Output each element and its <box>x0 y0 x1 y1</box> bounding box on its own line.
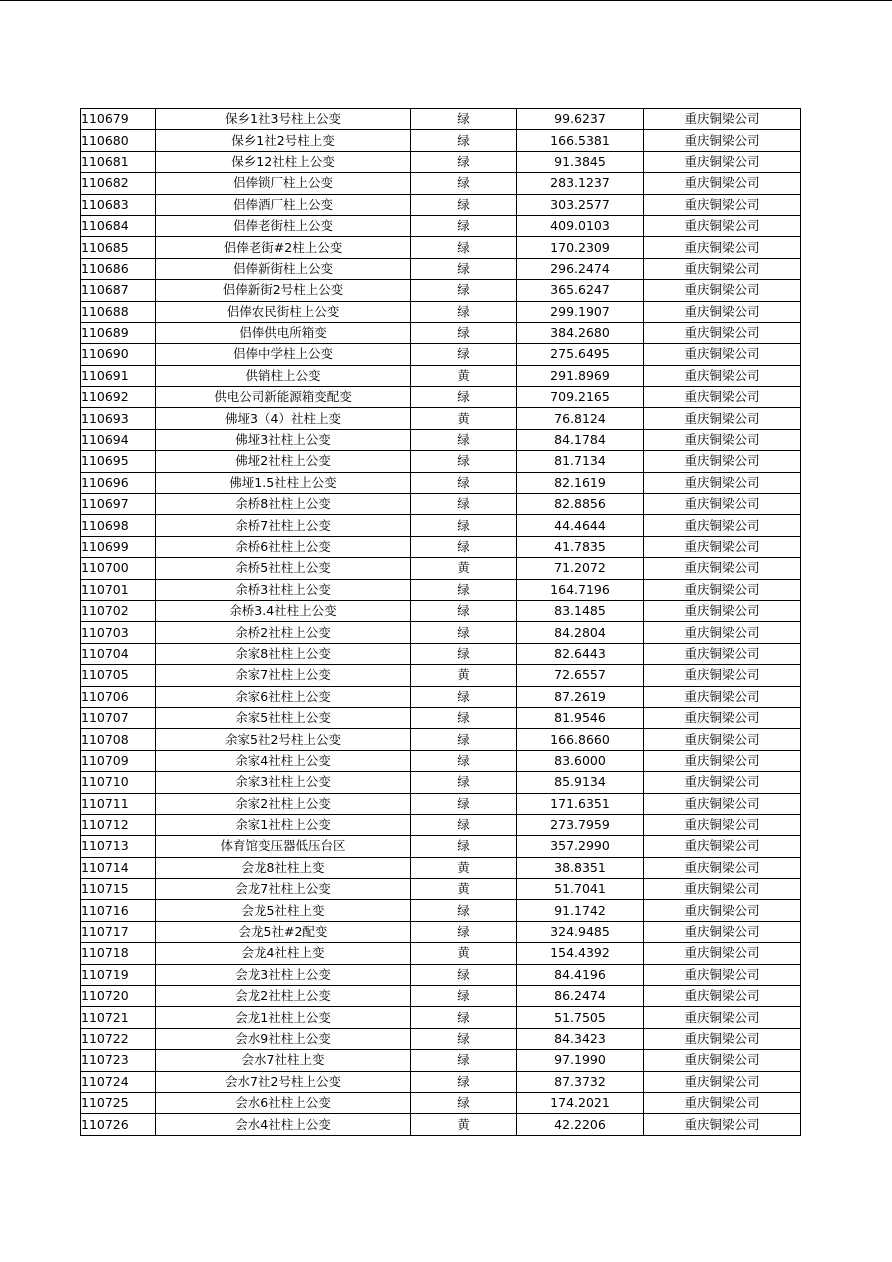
cell-name: 余家4社柱上公变 <box>156 750 411 771</box>
cell-id: 110685 <box>81 237 156 258</box>
table-row <box>81 964 801 985</box>
cell-id: 110706 <box>81 686 156 707</box>
cell-status-color: 黄 <box>411 558 517 579</box>
table-row <box>81 665 801 686</box>
cell-value: 81.7134 <box>517 451 644 472</box>
cell-company: 重庆铜梁公司 <box>644 707 801 728</box>
cell-value: 99.6237 <box>517 109 644 130</box>
table-row <box>81 408 801 429</box>
cell-name: 佛垭3（4）社柱上变 <box>156 408 411 429</box>
cell-company: 重庆铜梁公司 <box>644 772 801 793</box>
table-row <box>81 1028 801 1049</box>
cell-status-color: 绿 <box>411 237 517 258</box>
table-row <box>81 900 801 921</box>
cell-name: 供销柱上公变 <box>156 365 411 386</box>
table-row <box>81 943 801 964</box>
cell-name: 余家1社柱上公变 <box>156 814 411 835</box>
cell-name: 侣俸锁厂柱上公变 <box>156 173 411 194</box>
cell-id: 110705 <box>81 665 156 686</box>
cell-name: 会水9社柱上公变 <box>156 1028 411 1049</box>
cell-id: 110679 <box>81 109 156 130</box>
cell-id: 110681 <box>81 151 156 172</box>
cell-id: 110698 <box>81 515 156 536</box>
cell-status-color: 绿 <box>411 472 517 493</box>
cell-company: 重庆铜梁公司 <box>644 322 801 343</box>
cell-company: 重庆铜梁公司 <box>644 215 801 236</box>
cell-value: 84.4196 <box>517 964 644 985</box>
table-row <box>81 750 801 771</box>
cell-company: 重庆铜梁公司 <box>644 622 801 643</box>
cell-company: 重庆铜梁公司 <box>644 408 801 429</box>
cell-id: 110707 <box>81 707 156 728</box>
cell-name: 余家7社柱上公变 <box>156 665 411 686</box>
cell-name: 余家5社2号柱上公变 <box>156 729 411 750</box>
cell-value: 51.7041 <box>517 879 644 900</box>
table-row <box>81 857 801 878</box>
cell-status-color: 绿 <box>411 215 517 236</box>
table-body <box>81 109 801 1136</box>
cell-name: 会龙3社柱上公变 <box>156 964 411 985</box>
cell-status-color: 绿 <box>411 921 517 942</box>
cell-name: 余桥6社柱上公变 <box>156 536 411 557</box>
cell-company: 重庆铜梁公司 <box>644 130 801 151</box>
table-row <box>81 1092 801 1113</box>
cell-status-color: 绿 <box>411 109 517 130</box>
cell-value: 85.9134 <box>517 772 644 793</box>
page-top-rule <box>0 0 892 1</box>
table-row <box>81 109 801 130</box>
cell-company: 重庆铜梁公司 <box>644 429 801 450</box>
cell-status-color: 绿 <box>411 750 517 771</box>
cell-value: 91.1742 <box>517 900 644 921</box>
cell-id: 110704 <box>81 643 156 664</box>
table-row <box>81 729 801 750</box>
cell-name: 余家3社柱上公变 <box>156 772 411 793</box>
cell-value: 154.4392 <box>517 943 644 964</box>
cell-company: 重庆铜梁公司 <box>644 515 801 536</box>
cell-company: 重庆铜梁公司 <box>644 365 801 386</box>
cell-status-color: 绿 <box>411 622 517 643</box>
cell-company: 重庆铜梁公司 <box>644 729 801 750</box>
table-row <box>81 258 801 279</box>
table-row <box>81 879 801 900</box>
cell-id: 110709 <box>81 750 156 771</box>
cell-value: 84.1784 <box>517 429 644 450</box>
cell-name: 侣俸老街柱上公变 <box>156 215 411 236</box>
cell-company: 重庆铜梁公司 <box>644 237 801 258</box>
cell-name: 保乡12社柱上公变 <box>156 151 411 172</box>
table-row <box>81 472 801 493</box>
cell-name: 余桥5社柱上公变 <box>156 558 411 579</box>
cell-value: 38.8351 <box>517 857 644 878</box>
cell-name: 余家2社柱上公变 <box>156 793 411 814</box>
cell-company: 重庆铜梁公司 <box>644 921 801 942</box>
table-row <box>81 130 801 151</box>
table-row <box>81 643 801 664</box>
cell-company: 重庆铜梁公司 <box>644 344 801 365</box>
cell-value: 365.6247 <box>517 280 644 301</box>
cell-id: 110712 <box>81 814 156 835</box>
cell-value: 87.2619 <box>517 686 644 707</box>
cell-status-color: 绿 <box>411 1028 517 1049</box>
cell-company: 重庆铜梁公司 <box>644 1050 801 1071</box>
cell-status-color: 绿 <box>411 707 517 728</box>
cell-value: 174.2021 <box>517 1092 644 1113</box>
table-row <box>81 686 801 707</box>
cell-company: 重庆铜梁公司 <box>644 1071 801 1092</box>
table-row <box>81 344 801 365</box>
table-row <box>81 536 801 557</box>
cell-company: 重庆铜梁公司 <box>644 814 801 835</box>
cell-company: 重庆铜梁公司 <box>644 986 801 1007</box>
cell-id: 110693 <box>81 408 156 429</box>
table-row <box>81 387 801 408</box>
cell-status-color: 绿 <box>411 600 517 621</box>
cell-company: 重庆铜梁公司 <box>644 194 801 215</box>
table-row <box>81 1007 801 1028</box>
cell-company: 重庆铜梁公司 <box>644 494 801 515</box>
cell-name: 侣俸农民街柱上公变 <box>156 301 411 322</box>
cell-company: 重庆铜梁公司 <box>644 472 801 493</box>
cell-status-color: 绿 <box>411 1071 517 1092</box>
cell-company: 重庆铜梁公司 <box>644 857 801 878</box>
cell-id: 110686 <box>81 258 156 279</box>
cell-id: 110725 <box>81 1092 156 1113</box>
cell-value: 42.2206 <box>517 1114 644 1135</box>
cell-company: 重庆铜梁公司 <box>644 879 801 900</box>
cell-id: 110721 <box>81 1007 156 1028</box>
cell-id: 110689 <box>81 322 156 343</box>
cell-name: 余桥3社柱上公变 <box>156 579 411 600</box>
cell-company: 重庆铜梁公司 <box>644 1092 801 1113</box>
cell-name: 余家6社柱上公变 <box>156 686 411 707</box>
cell-company: 重庆铜梁公司 <box>644 793 801 814</box>
cell-status-color: 绿 <box>411 686 517 707</box>
cell-id: 110722 <box>81 1028 156 1049</box>
cell-name: 保乡1社2号柱上变 <box>156 130 411 151</box>
cell-id: 110714 <box>81 857 156 878</box>
cell-id: 110701 <box>81 579 156 600</box>
table-row <box>81 151 801 172</box>
cell-value: 91.3845 <box>517 151 644 172</box>
cell-id: 110690 <box>81 344 156 365</box>
cell-value: 273.7959 <box>517 814 644 835</box>
cell-id: 110723 <box>81 1050 156 1071</box>
cell-status-color: 黄 <box>411 943 517 964</box>
cell-company: 重庆铜梁公司 <box>644 600 801 621</box>
cell-status-color: 绿 <box>411 515 517 536</box>
cell-value: 409.0103 <box>517 215 644 236</box>
transformer-table <box>80 108 801 1136</box>
cell-status-color: 绿 <box>411 729 517 750</box>
cell-id: 110683 <box>81 194 156 215</box>
cell-status-color: 绿 <box>411 301 517 322</box>
cell-id: 110716 <box>81 900 156 921</box>
cell-name: 佛垭1.5社柱上公变 <box>156 472 411 493</box>
cell-id: 110720 <box>81 986 156 1007</box>
cell-id: 110711 <box>81 793 156 814</box>
cell-status-color: 绿 <box>411 429 517 450</box>
cell-company: 重庆铜梁公司 <box>644 665 801 686</box>
cell-status-color: 黄 <box>411 1114 517 1135</box>
cell-id: 110713 <box>81 836 156 857</box>
cell-value: 87.3732 <box>517 1071 644 1092</box>
table-row <box>81 772 801 793</box>
cell-name: 余桥2社柱上公变 <box>156 622 411 643</box>
cell-value: 72.6557 <box>517 665 644 686</box>
cell-name: 余桥7社柱上公变 <box>156 515 411 536</box>
cell-id: 110717 <box>81 921 156 942</box>
table-row <box>81 1114 801 1135</box>
table-row <box>81 429 801 450</box>
cell-status-color: 绿 <box>411 1007 517 1028</box>
cell-value: 83.1485 <box>517 600 644 621</box>
table-row <box>81 986 801 1007</box>
cell-name: 会龙7社柱上公变 <box>156 879 411 900</box>
cell-company: 重庆铜梁公司 <box>644 536 801 557</box>
cell-value: 166.5381 <box>517 130 644 151</box>
cell-value: 384.2680 <box>517 322 644 343</box>
cell-status-color: 绿 <box>411 964 517 985</box>
cell-id: 110695 <box>81 451 156 472</box>
cell-status-color: 绿 <box>411 322 517 343</box>
cell-name: 余桥8社柱上公变 <box>156 494 411 515</box>
cell-id: 110699 <box>81 536 156 557</box>
cell-name: 会水7社2号柱上公变 <box>156 1071 411 1092</box>
cell-value: 283.1237 <box>517 173 644 194</box>
cell-id: 110718 <box>81 943 156 964</box>
cell-name: 会水6社柱上公变 <box>156 1092 411 1113</box>
table-row <box>81 558 801 579</box>
cell-status-color: 绿 <box>411 579 517 600</box>
cell-value: 51.7505 <box>517 1007 644 1028</box>
cell-status-color: 绿 <box>411 173 517 194</box>
cell-company: 重庆铜梁公司 <box>644 280 801 301</box>
cell-value: 82.1619 <box>517 472 644 493</box>
cell-name: 侣俸中学柱上公变 <box>156 344 411 365</box>
table-row <box>81 301 801 322</box>
cell-name: 侣俸老街#2柱上公变 <box>156 237 411 258</box>
cell-company: 重庆铜梁公司 <box>644 1007 801 1028</box>
table-row <box>81 622 801 643</box>
cell-value: 81.9546 <box>517 707 644 728</box>
cell-company: 重庆铜梁公司 <box>644 1114 801 1135</box>
cell-id: 110715 <box>81 879 156 900</box>
cell-company: 重庆铜梁公司 <box>644 1028 801 1049</box>
cell-value: 296.2474 <box>517 258 644 279</box>
cell-company: 重庆铜梁公司 <box>644 258 801 279</box>
cell-name: 佛垭2社柱上公变 <box>156 451 411 472</box>
cell-value: 82.8856 <box>517 494 644 515</box>
cell-status-color: 绿 <box>411 151 517 172</box>
cell-company: 重庆铜梁公司 <box>644 173 801 194</box>
cell-value: 82.6443 <box>517 643 644 664</box>
cell-company: 重庆铜梁公司 <box>644 900 801 921</box>
cell-company: 重庆铜梁公司 <box>644 643 801 664</box>
cell-id: 110680 <box>81 130 156 151</box>
cell-status-color: 绿 <box>411 814 517 835</box>
table-row <box>81 365 801 386</box>
cell-name: 会龙5社柱上变 <box>156 900 411 921</box>
cell-id: 110696 <box>81 472 156 493</box>
cell-value: 164.7196 <box>517 579 644 600</box>
cell-status-color: 绿 <box>411 1092 517 1113</box>
cell-company: 重庆铜梁公司 <box>644 750 801 771</box>
cell-id: 110684 <box>81 215 156 236</box>
cell-id: 110697 <box>81 494 156 515</box>
table-row <box>81 215 801 236</box>
cell-company: 重庆铜梁公司 <box>644 964 801 985</box>
cell-id: 110692 <box>81 387 156 408</box>
cell-value: 303.2577 <box>517 194 644 215</box>
cell-value: 44.4644 <box>517 515 644 536</box>
table-row <box>81 600 801 621</box>
cell-company: 重庆铜梁公司 <box>644 451 801 472</box>
cell-company: 重庆铜梁公司 <box>644 301 801 322</box>
cell-status-color: 绿 <box>411 643 517 664</box>
table-row <box>81 451 801 472</box>
cell-id: 110708 <box>81 729 156 750</box>
cell-name: 余桥3.4社柱上公变 <box>156 600 411 621</box>
table-row <box>81 194 801 215</box>
cell-name: 侣俸新街柱上公变 <box>156 258 411 279</box>
cell-name: 佛垭3社柱上公变 <box>156 429 411 450</box>
cell-value: 83.6000 <box>517 750 644 771</box>
cell-id: 110702 <box>81 600 156 621</box>
cell-company: 重庆铜梁公司 <box>644 943 801 964</box>
cell-name: 侣俸新街2号柱上公变 <box>156 280 411 301</box>
cell-id: 110691 <box>81 365 156 386</box>
cell-value: 299.1907 <box>517 301 644 322</box>
cell-value: 357.2990 <box>517 836 644 857</box>
cell-value: 166.8660 <box>517 729 644 750</box>
cell-status-color: 绿 <box>411 1050 517 1071</box>
table-row <box>81 237 801 258</box>
table-row <box>81 515 801 536</box>
cell-status-color: 绿 <box>411 451 517 472</box>
table-row <box>81 814 801 835</box>
cell-value: 170.2309 <box>517 237 644 258</box>
cell-status-color: 绿 <box>411 536 517 557</box>
cell-value: 71.2072 <box>517 558 644 579</box>
cell-status-color: 绿 <box>411 793 517 814</box>
cell-status-color: 绿 <box>411 387 517 408</box>
cell-value: 324.9485 <box>517 921 644 942</box>
cell-value: 275.6495 <box>517 344 644 365</box>
cell-id: 110694 <box>81 429 156 450</box>
table-row <box>81 836 801 857</box>
cell-name: 会水4社柱上公变 <box>156 1114 411 1135</box>
cell-name: 侣俸供电所箱变 <box>156 322 411 343</box>
cell-value: 41.7835 <box>517 536 644 557</box>
cell-value: 86.2474 <box>517 986 644 1007</box>
cell-status-color: 黄 <box>411 365 517 386</box>
cell-company: 重庆铜梁公司 <box>644 686 801 707</box>
cell-value: 76.8124 <box>517 408 644 429</box>
cell-name: 余家5社柱上公变 <box>156 707 411 728</box>
cell-status-color: 绿 <box>411 900 517 921</box>
cell-value: 84.3423 <box>517 1028 644 1049</box>
table-row <box>81 280 801 301</box>
cell-company: 重庆铜梁公司 <box>644 151 801 172</box>
cell-name: 会龙1社柱上公变 <box>156 1007 411 1028</box>
cell-id: 110687 <box>81 280 156 301</box>
cell-status-color: 绿 <box>411 772 517 793</box>
cell-status-color: 绿 <box>411 494 517 515</box>
table-row <box>81 1071 801 1092</box>
cell-id: 110724 <box>81 1071 156 1092</box>
cell-value: 171.6351 <box>517 793 644 814</box>
cell-company: 重庆铜梁公司 <box>644 109 801 130</box>
cell-status-color: 黄 <box>411 665 517 686</box>
table-row <box>81 322 801 343</box>
cell-status-color: 黄 <box>411 857 517 878</box>
cell-name: 会龙4社柱上变 <box>156 943 411 964</box>
cell-name: 会水7社柱上变 <box>156 1050 411 1071</box>
table-row <box>81 793 801 814</box>
cell-status-color: 黄 <box>411 879 517 900</box>
cell-status-color: 绿 <box>411 280 517 301</box>
cell-id: 110726 <box>81 1114 156 1135</box>
table-row <box>81 1050 801 1071</box>
cell-status-color: 黄 <box>411 408 517 429</box>
cell-id: 110682 <box>81 173 156 194</box>
table-row <box>81 173 801 194</box>
cell-value: 84.2804 <box>517 622 644 643</box>
cell-company: 重庆铜梁公司 <box>644 579 801 600</box>
cell-value: 291.8969 <box>517 365 644 386</box>
cell-name: 会龙8社柱上变 <box>156 857 411 878</box>
cell-id: 110688 <box>81 301 156 322</box>
cell-name: 体育馆变压器低压台区 <box>156 836 411 857</box>
cell-id: 110700 <box>81 558 156 579</box>
table-row <box>81 494 801 515</box>
cell-company: 重庆铜梁公司 <box>644 836 801 857</box>
cell-status-color: 绿 <box>411 344 517 365</box>
cell-name: 侣俸酒厂柱上公变 <box>156 194 411 215</box>
cell-name: 会龙5社#2配变 <box>156 921 411 942</box>
table-row <box>81 921 801 942</box>
cell-name: 保乡1社3号柱上公变 <box>156 109 411 130</box>
table-row <box>81 579 801 600</box>
cell-value: 709.2165 <box>517 387 644 408</box>
cell-id: 110719 <box>81 964 156 985</box>
cell-value: 97.1990 <box>517 1050 644 1071</box>
cell-id: 110710 <box>81 772 156 793</box>
cell-name: 余家8社柱上公变 <box>156 643 411 664</box>
cell-company: 重庆铜梁公司 <box>644 387 801 408</box>
cell-status-color: 绿 <box>411 986 517 1007</box>
cell-name: 供电公司新能源箱变配变 <box>156 387 411 408</box>
cell-status-color: 绿 <box>411 130 517 151</box>
cell-status-color: 绿 <box>411 258 517 279</box>
cell-status-color: 绿 <box>411 194 517 215</box>
cell-company: 重庆铜梁公司 <box>644 558 801 579</box>
cell-name: 会龙2社柱上公变 <box>156 986 411 1007</box>
table-row <box>81 707 801 728</box>
cell-status-color: 绿 <box>411 836 517 857</box>
cell-id: 110703 <box>81 622 156 643</box>
